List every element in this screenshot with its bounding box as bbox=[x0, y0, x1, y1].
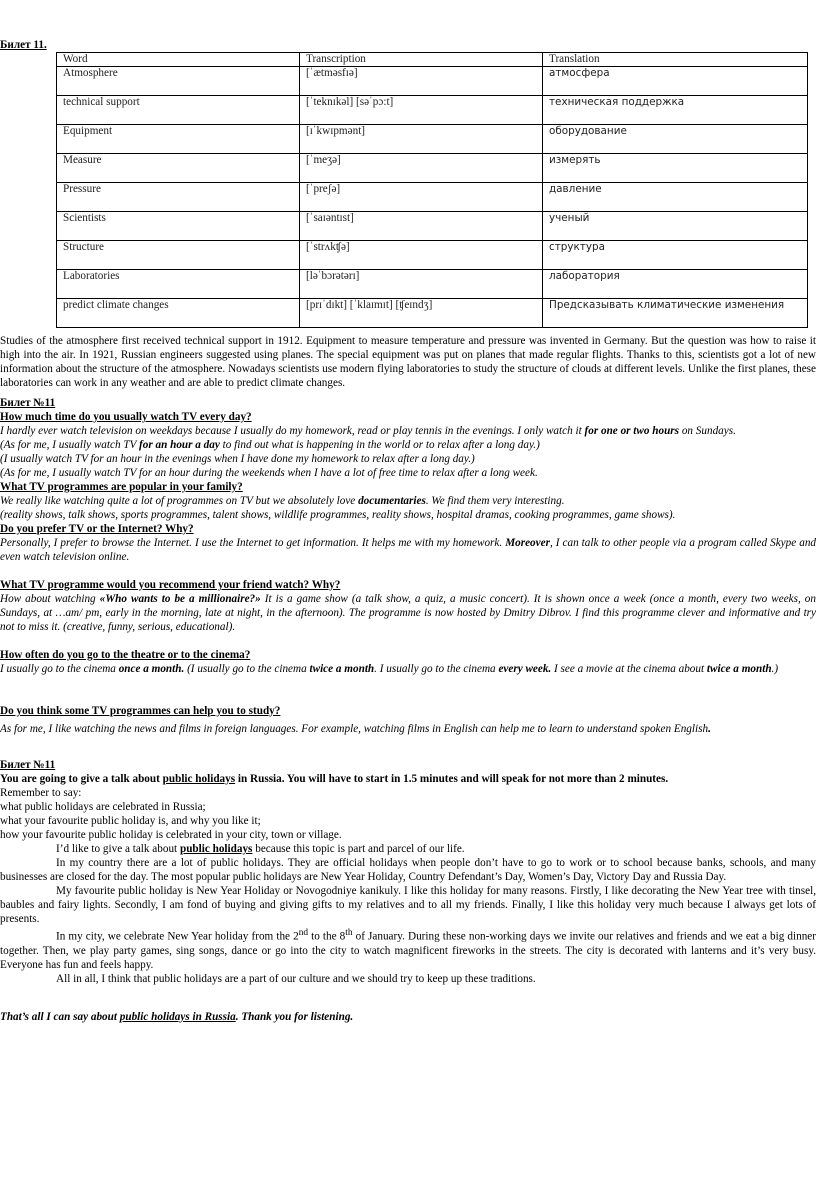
translation-cell: лаборатория bbox=[543, 270, 808, 299]
table-row bbox=[57, 154, 808, 183]
word-cell: Laboratories bbox=[57, 270, 300, 299]
transcription-cell: [ɪˈkwɪpmənt] bbox=[300, 125, 543, 154]
word-cell: Atmosphere bbox=[57, 67, 300, 96]
word-cell: Scientists bbox=[57, 212, 300, 241]
talk-body bbox=[0, 842, 816, 986]
qa-block-study bbox=[0, 704, 816, 736]
translation-cell: атмосфера bbox=[543, 67, 808, 96]
remember-label: Remember to say: bbox=[0, 787, 82, 799]
qa-block-popular-programmes bbox=[0, 480, 816, 522]
transcription-cell: [ˈpreʃə] bbox=[300, 183, 543, 212]
task-instruction: You are going to give a talk about public holidays in Russia. You will have to start in 1.5 minutes and will speak for not more than 2 minutes. bbox=[0, 773, 669, 785]
translation-cell: измерять bbox=[543, 154, 808, 183]
translation-cell: ученый bbox=[543, 212, 808, 241]
transcription-cell: [ləˈbɔrətərɪ] bbox=[300, 270, 543, 299]
column-header-translation: Translation bbox=[543, 53, 808, 67]
table-row bbox=[57, 67, 808, 96]
transcription-cell: [ˈsaɪəntɪst] bbox=[300, 212, 543, 241]
answer-line: Personally, I prefer to browse the Internet. I use the Internet to get information. It helps me with my homework. Moreover, I can talk to other people via a program called Skype and even watch television online. bbox=[0, 537, 816, 563]
table-header-row bbox=[57, 53, 808, 67]
ticket-title: Билет 11. bbox=[0, 39, 47, 51]
column-header-transcription: Transcription bbox=[300, 53, 543, 67]
table-row bbox=[57, 96, 808, 125]
table-row bbox=[57, 299, 808, 328]
question-heading: Do you think some TV programmes can help you to study? bbox=[0, 705, 281, 717]
task-block bbox=[0, 772, 816, 842]
word-cell: Structure bbox=[57, 241, 300, 270]
qa-block-cinema bbox=[0, 648, 816, 676]
word-cell: technical support bbox=[57, 96, 300, 125]
word-cell: Measure bbox=[57, 154, 300, 183]
answer-line: (I usually watch TV for an hour in the evenings when I have done my homework to relax after a long day.) bbox=[0, 453, 475, 465]
question-heading: Do you prefer TV or the Internet? Why? bbox=[0, 523, 194, 535]
task-point: what public holidays are celebrated in Russia; bbox=[0, 801, 206, 813]
transcription-cell: [ˈmeʒə] bbox=[300, 154, 543, 183]
talk-closing: That’s all I can say about public holidays in Russia. Thank you for listening. bbox=[0, 1011, 354, 1023]
translation-cell: структура bbox=[543, 241, 808, 270]
answer-line: (As for me, I usually watch TV for an hour a day to find out what is happening in the world or to relax after a long day.) bbox=[0, 439, 540, 451]
studies-paragraph: Studies of the atmosphere first received technical support in 1912. Equipment to measure temperature and pressure was invented in Germany. But the question was how to raise it high into the air. In 1921, Russian engineers suggested using planes. The special equipment was put on planes that made regular flights. Thanks to this, scientists got a lot of new information about the structure of the atmosphere. Nowadays scientists use modern flying laboratories to study the structure of clouds at different levels. Unlike the first planes, these laboratories can work in any weather and are able to predict climate changes. bbox=[0, 335, 816, 389]
ticket-title: Билет №11 bbox=[0, 397, 56, 409]
transcription-cell: [ˈteknɪkəl] [səˈpɔ:t] bbox=[300, 96, 543, 125]
table-row bbox=[57, 125, 808, 154]
question-heading: What TV programmes are popular in your family? bbox=[0, 481, 243, 493]
answer-line: As for me, I like watching the news and films in foreign languages. For example, watching films in English can help me to learn to understand spoken English. bbox=[0, 723, 711, 735]
talk-intro: I’d like to give a talk about public holidays because this topic is part and parcel of our life. bbox=[56, 843, 465, 855]
ticket-title: Билет №11 bbox=[0, 759, 56, 771]
table-row bbox=[57, 270, 808, 299]
word-cell: Equipment bbox=[57, 125, 300, 154]
answer-line: We really like watching quite a lot of programmes on TV but we absolutely love documentaries. We find them very interesting. bbox=[0, 495, 565, 507]
qa-block-tv-time bbox=[0, 410, 816, 480]
qa-block-recommend bbox=[0, 578, 816, 634]
talk-paragraph: In my country there are a lot of public holidays. They are official holidays when people don’t have to go to work or to school because banks, schools, and many businesses are closed for the day. The most popular public holidays are New Year Holiday, Country Defendant’s Day, Women’s Day, Victory Day and Russia Day. bbox=[0, 857, 816, 883]
translation-cell: техническая поддержка bbox=[543, 96, 808, 125]
answer-line: I hardly ever watch television on weekdays because I usually do my homework, read or play tennis in the evenings. I only watch it for one or two hours on Sundays. bbox=[0, 425, 736, 437]
transcription-cell: [ˈstrʌkʧə] bbox=[300, 241, 543, 270]
talk-paragraph: My favourite public holiday is New Year Holiday or Novogodniye kanikuly. I like this holiday for many reasons. Firstly, I like decorating the New Year tree with tinsel, baubles and fairy lights. Secondly, I am fond of buying and giving gifts to my relatives and to all my friends. Finally, I like this holiday very much because I always get lots of presents. bbox=[0, 885, 816, 925]
table-row bbox=[57, 212, 808, 241]
task-point: how your favourite public holiday is celebrated in your city, town or village. bbox=[0, 829, 342, 841]
answer-line: I usually go to the cinema once a month. (I usually go to the cinema twice a month. I usually go to the cinema every week. I see a movie at the cinema about twice a month.) bbox=[0, 663, 779, 675]
transcription-cell: [prɪˈdɪkt] [ˈklaɪmɪt] [ʧeɪndʒ] bbox=[300, 299, 543, 328]
talk-paragraph: All in all, I think that public holidays are a part of our culture and we should try to keep up these traditions. bbox=[56, 972, 536, 985]
table-row bbox=[57, 241, 808, 270]
translation-cell: давление bbox=[543, 183, 808, 212]
transcription-cell: [ˈætməsfɪə] bbox=[300, 67, 543, 96]
table-row bbox=[57, 183, 808, 212]
question-heading: How much time do you usually watch TV every day? bbox=[0, 411, 252, 423]
translation-cell: оборудование bbox=[543, 125, 808, 154]
question-heading: What TV programme would you recommend your friend watch? Why? bbox=[0, 579, 341, 591]
answer-line: (As for me, I usually watch TV for an hour during the weekends when I have a lot of free time to relax after a long week. bbox=[0, 467, 538, 479]
column-header-word: Word bbox=[57, 53, 300, 67]
task-point: what your favourite public holiday is, and why you like it; bbox=[0, 815, 261, 827]
question-heading: How often do you go to the theatre or to the cinema? bbox=[0, 649, 251, 661]
talk-paragraph: In my city, we celebrate New Year holiday from the 2nd to the 8th of January. During these non-working days we invite our relatives and friends and we eat a big dinner together. Then, we play party games, sing songs, dance or go into the city to watch magnificent fireworks in the streets. The city is decorated with lanterns and it’s very busy. Everyone has fun and feels happy. bbox=[0, 928, 816, 971]
word-cell: predict climate changes bbox=[57, 299, 300, 328]
answer-line: (reality shows, talk shows, sports programmes, talent shows, wildlife programmes, reality shows, hospital dramas, cooking programmes, game shows). bbox=[0, 509, 676, 521]
word-cell: Pressure bbox=[57, 183, 300, 212]
translation-cell: Предсказывать климатические изменения bbox=[543, 299, 808, 328]
answer-line: How about watching «Who wants to be a millionaire?» It is a game show (a talk show, a quiz, a music concert). It is shown once a week (once a month, every two weeks, on Sundays, at …am/ pm, early in the morning, late at night, in the afternoon). The programme is now hosted by Dmitry Dibrov. I find this programme clever and informative and try not to miss it. (creative, funny, serious, educational). bbox=[0, 593, 816, 633]
qa-block-tv-or-internet bbox=[0, 522, 816, 564]
vocabulary-table bbox=[56, 52, 808, 328]
